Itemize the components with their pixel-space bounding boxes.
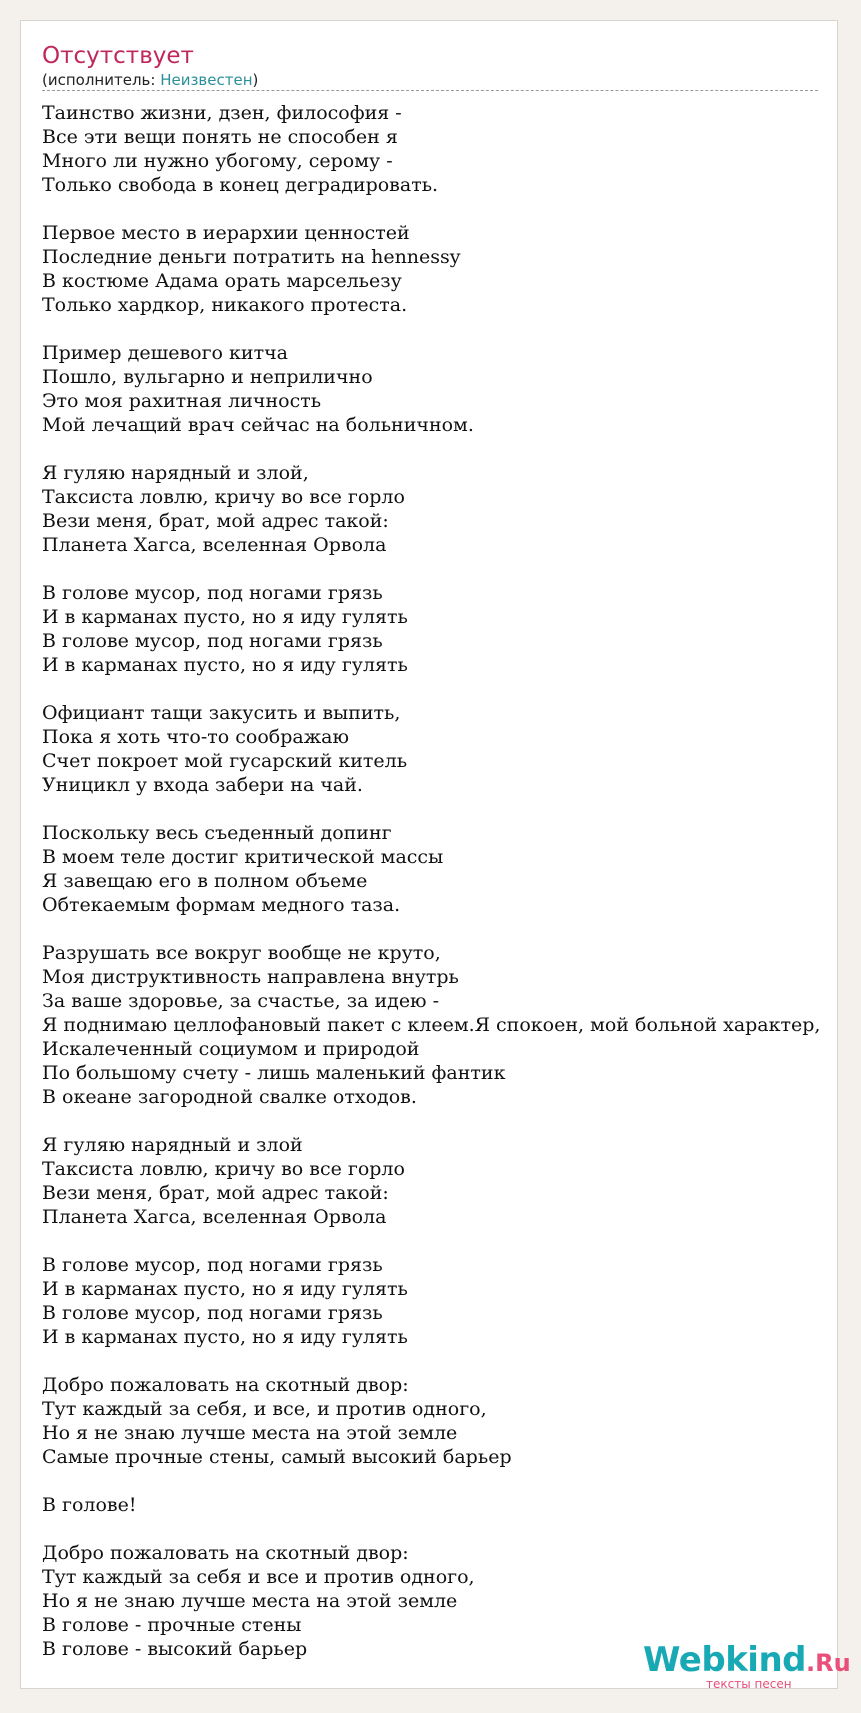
lyric-line: В голове мусор, под ногами грязь [42,1302,383,1324]
artist-line [42,71,258,89]
lyric-line: Все эти вещи понять не способен я [42,126,398,148]
site-logo[interactable] [643,1640,851,1680]
lyric-line: В голове - высокий барьер [42,1638,308,1660]
lyric-line: Пока я хоть что-то соображаю [42,726,350,748]
lyric-line: И в карманах пусто, но я иду гулять [42,654,408,676]
lyric-line: По большому счету - лишь маленький фантик [42,1062,506,1084]
lyric-line: За ваше здоровье, за счастье, за идею - [42,990,440,1012]
lyric-line: Много ли нужно убогому, серому - [42,150,393,172]
lyric-line: Планета Хагса, вселенная Орвола [42,534,387,556]
lyric-line: Только свобода в конец деградировать. [42,174,439,196]
lyric-line: Обтекаемым формам медного таза. [42,894,401,916]
lyric-line: Но я не знаю лучше места на этой земле [42,1422,458,1444]
lyric-line: Таксиста ловлю, кричу во все горло [42,486,405,508]
stanza-break [42,1517,820,1541]
lyric-line: Мой лечащий врач сейчас на больничном. [42,414,474,436]
artist-suffix: ) [252,71,259,89]
lyric-line: Искалеченный социумом и природой [42,1038,420,1060]
artist-prefix: (исполнитель: [42,71,161,89]
lyric-line: Планета Хагса, вселенная Орвола [42,1206,387,1228]
lyric-line: Уницикл у входа забери на чай. [42,774,363,796]
stanza-break [42,317,820,341]
lyric-line: Таинство жизни, дзен, философия - [42,102,402,124]
stanza-break [42,1229,820,1253]
lyric-line: Самые прочные стены, самый высокий барьер [42,1446,512,1468]
lyric-line: Официант тащи закусить и выпить, [42,702,401,724]
lyrics-text [42,101,820,1661]
lyric-line: Разрушать все вокруг вообще не круто, [42,942,441,964]
stanza-break [42,677,820,701]
stanza-break [42,917,820,941]
lyric-line: Я поднимаю целлофановый пакет с клеем.Я спокоен, мой больной характер, [42,1014,821,1036]
lyrics-card [20,20,851,1691]
lyric-line: Я гуляю нарядный и злой, [42,462,309,484]
stanza-break [42,557,820,581]
lyric-line: Поскольку весь съеденный допинг [42,822,392,844]
stanza-break [42,1109,820,1133]
lyric-line: Вези меня, брат, мой адрес такой: [42,1182,389,1204]
lyric-line: И в карманах пусто, но я иду гулять [42,1326,408,1348]
lyric-line: Добро пожаловать на скотный двор: [42,1374,409,1396]
stanza-break [42,1469,820,1493]
lyric-line: Я гуляю нарядный и злой [42,1134,303,1156]
lyric-line: В костюме Адама орать марсельезу [42,270,402,292]
lyric-line: Добро пожаловать на скотный двор: [42,1542,409,1564]
logo-tagline: тексты песен [706,1677,792,1691]
lyric-line: Последние деньги потратить на hennessy [42,246,461,268]
lyric-line: Я завещаю его в полном объеме [42,870,368,892]
lyric-line: Тут каждый за себя, и все, и против одного, [42,1398,487,1420]
lyric-line: Счет покроет мой гусарский китель [42,750,408,772]
lyric-line: Только хардкор, никакого протеста. [42,294,408,316]
artist-link[interactable]: Неизвестен [160,71,253,89]
lyric-line: В голове мусор, под ногами грязь [42,582,383,604]
lyric-line: И в карманах пусто, но я иду гулять [42,1278,408,1300]
lyric-line: Пошло, вульгарно и неприлично [42,366,373,388]
lyric-line: Таксиста ловлю, кричу во все горло [42,1158,405,1180]
song-title: Отсутствует [42,43,194,69]
stanza-break [42,1349,820,1373]
stanza-break [42,797,820,821]
lyric-line: Вези меня, брат, мой адрес такой: [42,510,389,532]
lyric-line: В океане загородной свалке отходов. [42,1086,417,1108]
logo-tld: .Ru [806,1649,851,1677]
lyric-line: Моя диструктивность направлена внутрь [42,966,459,988]
lyric-line: В голове - прочные стены [42,1614,302,1636]
lyric-line: В голове! [42,1494,137,1516]
logo-brand: Webkind [643,1640,806,1680]
lyric-line: Но я не знаю лучше места на этой земле [42,1590,458,1612]
lyric-line: В моем теле достиг критической массы [42,846,444,868]
title-divider [42,90,818,91]
lyric-line: И в карманах пусто, но я иду гулять [42,606,408,628]
lyric-line: Это моя рахитная личность [42,390,322,412]
stanza-break [42,197,820,221]
lyric-line: В голове мусор, под ногами грязь [42,1254,383,1276]
lyric-line: В голове мусор, под ногами грязь [42,630,383,652]
lyric-line: Пример дешевого китча [42,342,288,364]
lyric-line: Тут каждый за себя и все и против одного, [42,1566,475,1588]
lyric-line: Первое место в иерархии ценностей [42,222,410,244]
stanza-break [42,437,820,461]
